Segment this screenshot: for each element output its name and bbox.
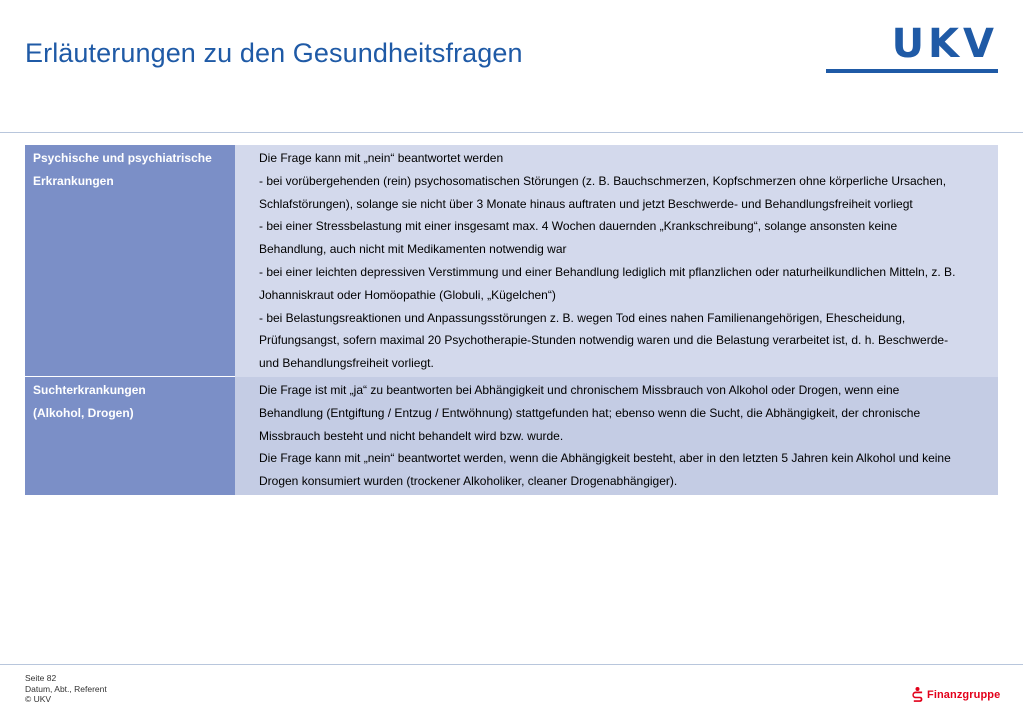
row-label-line: Erkrankungen <box>33 173 114 188</box>
content-line: Schlafstörungen), solange sie nicht über 3 Monate hinaus auftraten und jetzt Beschwerde- und Behandlungsfreiheit vorliegt <box>259 196 913 211</box>
content-line: Behandlung (Entgiftung / Entzug / Entwöhnung) stattgefunden hat; ebenso wenn die Sucht, die Abhängigkeit, der chronische <box>259 405 921 420</box>
brand-label: Finanzgruppe <box>927 689 1001 701</box>
content-line: Die Frage kann mit „nein“ beantwortet werden <box>259 151 504 165</box>
content-line: Die Frage kann mit „nein“ beantwortet werden, wenn die Abhängigkeit besteht, aber in den letzten 5 Jahren kein Alkohol und keine <box>259 451 951 466</box>
ukv-logo <box>826 21 998 74</box>
row-label <box>25 145 235 377</box>
footer-divider <box>0 664 1023 665</box>
content-line: Behandlung, auch nicht mit Medikamenten notwendig war <box>259 242 567 257</box>
header-divider <box>0 132 1023 133</box>
content-line: - bei einer leichten depressiven Verstimmung und einer Behandlung lediglich mit pflanzlichen oder naturheilkundlichen Mitteln, z. B. <box>259 264 956 279</box>
page-number: Seite 82 <box>25 673 57 683</box>
content-line: Prüfungsangst, sofern maximal 20 Psychotherapie-Stunden notwendig waren und die Belastung verarbeitet ist, d. h. Beschwerde- <box>259 333 949 348</box>
row-label-line: Suchterkrankungen <box>33 383 146 398</box>
info-table <box>25 145 998 495</box>
finanzgruppe-brand <box>912 685 1000 705</box>
sparkasse-s-icon <box>912 687 923 703</box>
content-line: Johanniskraut oder Homöopathie (Globuli, „Kügelchen“) <box>259 287 556 302</box>
content-line: und Behandlungsfreiheit vorliegt. <box>259 356 434 371</box>
content-line: Die Frage ist mit „ja“ zu beantworten bei Abhängigkeit und chronischem Missbrauch von Alkohol oder Drogen, wenn eine <box>259 382 900 397</box>
row-label-line: Psychische und psychiatrische <box>33 151 212 165</box>
logo-underline <box>826 69 998 73</box>
footer <box>25 673 107 705</box>
content-line: - bei einer Stressbelastung mit einer insgesamt max. 4 Wochen dauernden „Krankschreibung“, solange ansonsten keine <box>259 219 898 234</box>
content-line: Drogen konsumiert wurden (trockener Alkoholiker, cleaner Drogenabhängiger). <box>259 474 678 489</box>
row-content <box>235 145 998 377</box>
table-row <box>25 145 998 377</box>
row-content <box>235 377 998 495</box>
row-label <box>25 377 235 495</box>
content-line: Missbrauch besteht und nicht behandelt wird bzw. wurde. <box>259 428 564 443</box>
page-title: Erläuterungen zu den Gesundheitsfragen <box>25 38 523 68</box>
footer-copyright: © UKV <box>25 694 52 704</box>
logo-text: UKV <box>891 21 998 67</box>
content-line: - bei Belastungsreaktionen und Anpassungsstörungen z. B. wegen Tod eines nahen Familienangehörigen, Ehescheidung, <box>259 310 906 325</box>
row-label-line: (Alkohol, Drogen) <box>33 406 134 421</box>
table-row <box>25 377 998 495</box>
content-line: - bei vorübergehenden (rein) psychosomatischen Störungen (z. B. Bauchschmerzen, Kopfschmerzen ohne körperliche Ursachen, <box>259 173 947 188</box>
footer-meta: Datum, Abt., Referent <box>25 683 107 694</box>
